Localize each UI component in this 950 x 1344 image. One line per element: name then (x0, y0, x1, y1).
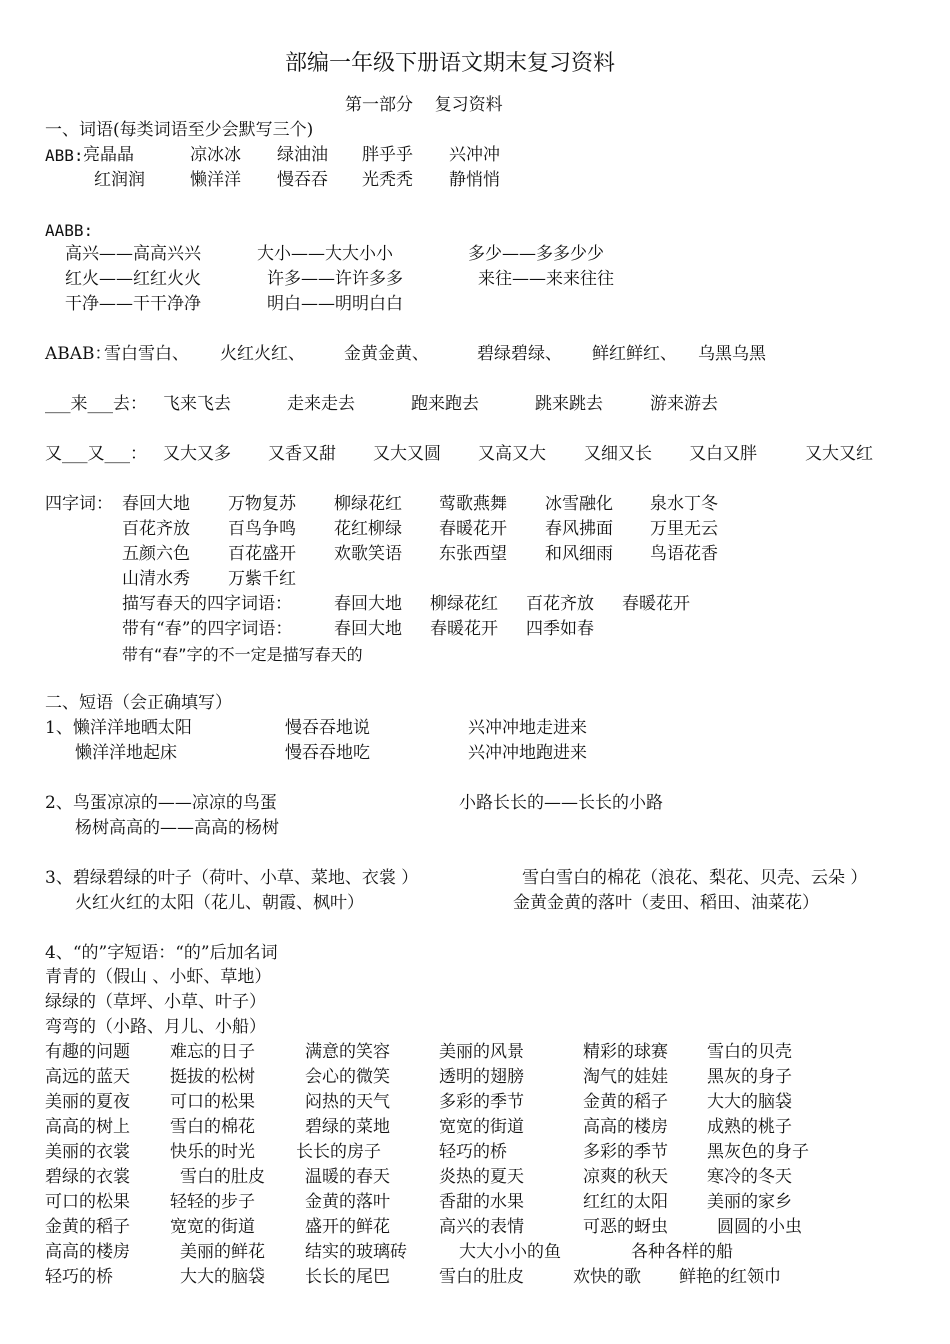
de-phrase: 满意的笑容 (305, 1042, 390, 1062)
abab-word: 雪白雪白、 (104, 344, 189, 364)
de-phrase: 美丽的家乡 (707, 1192, 792, 1212)
sizi-word: 山清水秀 (122, 569, 190, 589)
phrase: 火红火红的太阳（花儿、朝霞、枫叶） (75, 893, 364, 913)
sizi-label: 四字词： (45, 494, 113, 514)
de-phrase: 精彩的球赛 (583, 1042, 668, 1062)
aabb-pair: 干净——干干净净 (65, 294, 201, 314)
laiqu-word: 跑来跑去 (411, 394, 479, 414)
chun-word: 四季如春 (526, 619, 594, 639)
abb-word: 绿油油 (277, 145, 328, 165)
aabb-pair: 大小——大大小小 (257, 244, 393, 264)
chun-word: 春暖花开 (430, 619, 498, 639)
de-phrase: 闷热的天气 (305, 1092, 390, 1112)
phrase: 小路长长的——长长的小路 (459, 793, 663, 813)
de-phrase: 透明的翅膀 (439, 1067, 524, 1087)
de-phrase: 碧绿的菜地 (305, 1117, 390, 1137)
sizi-word: 花红柳绿 (334, 519, 402, 539)
abab-word: 鲜红鲜红、 (592, 344, 677, 364)
de-phrase: 有趣的问题 (45, 1042, 130, 1062)
sizi-word: 百花盛开 (228, 544, 296, 564)
de-phrase: 金黄的稻子 (583, 1092, 668, 1112)
abb-word: 红润润 (94, 170, 145, 190)
de-phrase: 盛开的鲜花 (305, 1217, 390, 1237)
de-phrase: 宽宽的街道 (439, 1117, 524, 1137)
spring-word: 春回大地 (334, 594, 402, 614)
sizi-word: 莺歌燕舞 (439, 494, 507, 514)
you-word: 又香又甜 (268, 444, 336, 464)
de-phrase: 红红的太阳 (583, 1192, 668, 1212)
de-phrase: 金黄的落叶 (305, 1192, 390, 1212)
de-phrase: 鲜艳的红领巾 (679, 1267, 781, 1287)
de-phrase: 轻巧的桥 (439, 1142, 507, 1162)
you-word: 又大又圆 (373, 444, 441, 464)
de-phrase: 难忘的日子 (170, 1042, 255, 1062)
de-phrase: 美丽的夏夜 (45, 1092, 130, 1112)
you-word: 又大又红 (805, 444, 873, 464)
you-label: 又___又___： (45, 444, 147, 464)
de-phrase: 香甜的水果 (439, 1192, 524, 1212)
aabb-label: AABB: (45, 221, 94, 240)
abb-word: 胖乎乎 (362, 145, 413, 165)
de-phrase-line: 绿绿的（草坪、小草、叶子） (45, 992, 266, 1012)
spring-label: 描写春天的四字词语： (122, 594, 292, 614)
phrase: 懒洋洋地起床 (75, 743, 177, 763)
de-phrase: 可口的松果 (170, 1092, 255, 1112)
sizi-word: 泉水丁冬 (650, 494, 718, 514)
sizi-word: 百鸟争鸣 (228, 519, 296, 539)
de-phrase: 凉爽的秋天 (583, 1167, 668, 1187)
de-phrase: 美丽的衣裳 (45, 1142, 130, 1162)
phrase: 金黄金黄的落叶（麦田、稻田、油菜花） (513, 893, 819, 913)
part-heading: 第一部分 复习资料 (345, 95, 503, 115)
phrase: 慢吞吞地说 (285, 718, 370, 738)
de-phrase: 各种各样的船 (631, 1242, 733, 1262)
aabb-pair: 明白——明明白白 (267, 294, 403, 314)
abb-word: 亮晶晶 (83, 145, 134, 165)
sizi-word: 欢歌笑语 (334, 544, 402, 564)
de-phrase: 挺拔的松树 (170, 1067, 255, 1087)
sizi-word: 春回大地 (122, 494, 190, 514)
sizi-word: 百花齐放 (122, 519, 190, 539)
sizi-word: 春暖花开 (439, 519, 507, 539)
de-phrase: 高兴的表情 (439, 1217, 524, 1237)
de-phrase: 炎热的夏天 (439, 1167, 524, 1187)
you-word: 又细又长 (584, 444, 652, 464)
sizi-word: 和风细雨 (545, 544, 613, 564)
abb-word: 静悄悄 (449, 170, 500, 190)
phrase: 2、鸟蛋凉凉的——凉凉的鸟蛋 (45, 793, 277, 813)
laiqu-word: 飞来飞去 (163, 394, 231, 414)
de-phrase: 温暖的春天 (305, 1167, 390, 1187)
aabb-pair: 许多——许许多多 (267, 269, 403, 289)
laiqu-word: 走来走去 (287, 394, 355, 414)
abab-word: 火红火红、 (220, 344, 305, 364)
de-phrase: 轻轻的步子 (170, 1192, 255, 1212)
de-phrase: 雪白的棉花 (170, 1117, 255, 1137)
aabb-pair: 来往——来来往往 (478, 269, 614, 289)
sizi-word: 东张西望 (439, 544, 507, 564)
chun-note: 带有“春”字的不一定是描写春天的 (122, 645, 363, 664)
de-phrase: 快乐的时光 (170, 1142, 255, 1162)
de-phrase: 雪白的肚皮 (180, 1167, 265, 1187)
de-phrase: 会心的微笑 (305, 1067, 390, 1087)
laiqu-word: 跳来跳去 (535, 394, 603, 414)
de-phrase: 美丽的鲜花 (180, 1242, 265, 1262)
de-phrase: 高远的蓝天 (45, 1067, 130, 1087)
sizi-word: 万里无云 (650, 519, 718, 539)
de-phrase: 宽宽的街道 (170, 1217, 255, 1237)
sizi-word: 冰雪融化 (545, 494, 613, 514)
de-phrase: 雪白的肚皮 (439, 1267, 524, 1287)
sizi-word: 春风拂面 (545, 519, 613, 539)
de-phrase: 可口的松果 (45, 1192, 130, 1212)
de-phrase: 美丽的风景 (439, 1042, 524, 1062)
de-phrase: 多彩的季节 (439, 1092, 524, 1112)
abb-word: 凉冰冰 (190, 145, 241, 165)
abb-word: 兴冲冲 (449, 145, 500, 165)
de-phrase: 黑灰的身子 (707, 1067, 792, 1087)
de-phrase: 结实的玻璃砖 (305, 1242, 407, 1262)
spring-word: 春暖花开 (622, 594, 690, 614)
de-phrase: 欢快的歌 (573, 1267, 641, 1287)
phrase: 1、懒洋洋地晒太阳 (45, 718, 192, 738)
de-phrase: 雪白的贝壳 (707, 1042, 792, 1062)
aabb-pair: 红火——红红火火 (65, 269, 201, 289)
phrase: 慢吞吞地吃 (285, 743, 370, 763)
de-phrase: 圆圆的小虫 (717, 1217, 802, 1237)
de-phrase: 金黄的稻子 (45, 1217, 130, 1237)
laiqu-word: 游来游去 (650, 394, 718, 414)
de-phrase: 高高的楼房 (583, 1117, 668, 1137)
abab-word: 碧绿碧绿、 (477, 344, 562, 364)
sizi-word: 五颜六色 (122, 544, 190, 564)
de-phrase: 大大的脑袋 (180, 1267, 265, 1287)
section-heading-phrases: 二、短语（会正确填写） (45, 693, 232, 713)
phrase: 杨树高高的——高高的杨树 (75, 818, 279, 838)
de-phrase: 大大的脑袋 (707, 1092, 792, 1112)
sizi-word: 鸟语花香 (650, 544, 718, 564)
de-phrase-line: 弯弯的（小路、月儿、小船） (45, 1017, 266, 1037)
laiqu-label: ___来___去： (45, 394, 147, 414)
aabb-pair: 多少——多多少少 (468, 244, 604, 264)
abb-word: 懒洋洋 (190, 170, 241, 190)
abab-label: ABAB： (45, 344, 112, 364)
de-phrase: 寒冷的冬天 (707, 1167, 792, 1187)
section-heading-words: 一、词语(每类词语至少会默写三个) (45, 120, 314, 140)
abb-word: 光秃秃 (362, 170, 413, 190)
de-phrase: 淘气的娃娃 (583, 1067, 668, 1087)
page-title: 部编一年级下册语文期末复习资料 (285, 51, 616, 76)
de-phrase: 高高的楼房 (45, 1242, 130, 1262)
de-phrase: 多彩的季节 (583, 1142, 668, 1162)
you-word: 又白又胖 (689, 444, 757, 464)
spring-word: 柳绿花红 (430, 594, 498, 614)
de-phrase: 碧绿的衣裳 (45, 1167, 130, 1187)
de-phrase: 黑灰色的身子 (707, 1142, 809, 1162)
phrase: 3、碧绿碧绿的叶子（荷叶、小草、菜地、衣裳 ） (45, 868, 419, 888)
de-phrase: 大大小小的鱼 (459, 1242, 561, 1262)
de-phrase: 成熟的桃子 (707, 1117, 792, 1137)
de-phrase: 可恶的蚜虫 (583, 1217, 668, 1237)
abb-label: ABB: (45, 146, 84, 165)
de-phrase: 长长的尾巴 (305, 1267, 390, 1287)
abab-word: 乌黑乌黑 (698, 344, 766, 364)
de-phrase: 轻巧的桥 (45, 1267, 113, 1287)
de-phrase-line: 青青的（假山 、小虾、草地） (45, 967, 272, 987)
aabb-pair: 高兴——高高兴兴 (65, 244, 201, 264)
de-phrase: 高高的树上 (45, 1117, 130, 1137)
you-word: 又大又多 (163, 444, 231, 464)
phrase: 兴冲冲地跑进来 (468, 743, 587, 763)
de-phrase-heading: 4、“的”字短语：“的”后加名词 (45, 943, 278, 963)
spring-word: 百花齐放 (526, 594, 594, 614)
sizi-word: 柳绿花红 (334, 494, 402, 514)
chun-word: 春回大地 (334, 619, 402, 639)
abb-word: 慢吞吞 (277, 170, 328, 190)
chun-label: 带有“春”的四字词语： (122, 619, 293, 639)
sizi-word: 万紫千红 (228, 569, 296, 589)
phrase: 兴冲冲地走进来 (468, 718, 587, 738)
phrase: 雪白雪白的棉花（浪花、梨花、贝壳、云朵 ） (522, 868, 868, 888)
de-phrase: 长长的房子 (296, 1142, 381, 1162)
abab-word: 金黄金黄、 (344, 344, 429, 364)
you-word: 又高又大 (478, 444, 546, 464)
sizi-word: 万物复苏 (228, 494, 296, 514)
